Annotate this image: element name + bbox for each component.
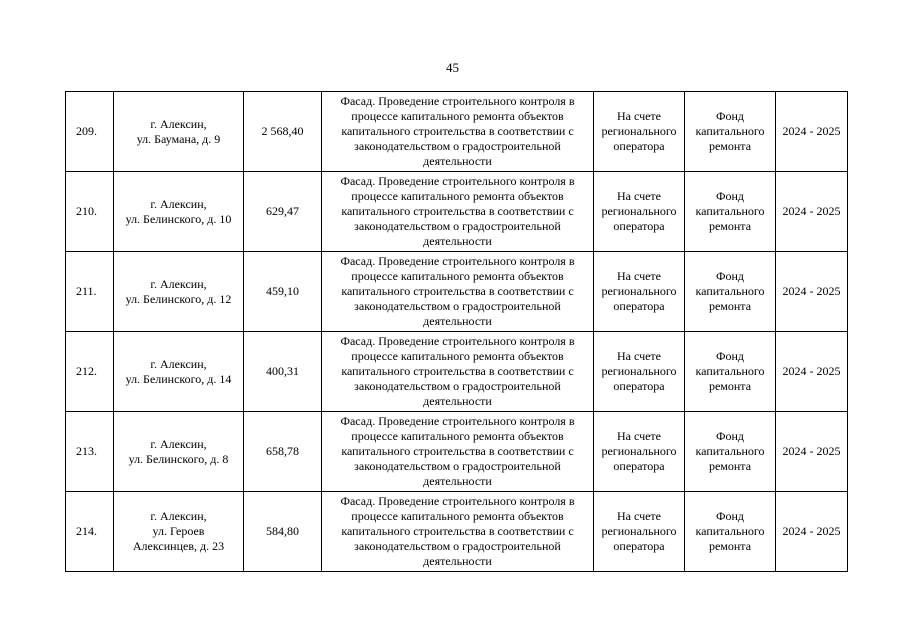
fund-cell: Фонд капитального ремонта <box>685 492 776 572</box>
fund-cell: Фонд капитального ремонта <box>685 252 776 332</box>
period-cell: 2024 - 2025 <box>776 252 848 332</box>
address-cell: г. Алексин, ул. Белинского, д. 14 <box>114 332 244 412</box>
table-row <box>66 252 848 332</box>
address-cell: г. Алексин, ул. Белинского, д. 10 <box>114 172 244 252</box>
work-description-cell: Фасад. Проведение строительного контроля в процессе капитального ремонта объектов капитального строительства в соответствии с законодательством о градостроительной деятельности <box>322 252 594 332</box>
address-cell: г. Алексин, ул. Белинского, д. 12 <box>114 252 244 332</box>
page-number: 45 <box>446 60 459 75</box>
period-cell: 2024 - 2025 <box>776 332 848 412</box>
address-cell: г. Алексин, ул. Героев Алексинцев, д. 23 <box>114 492 244 572</box>
fund-cell: Фонд капитального ремонта <box>685 172 776 252</box>
address-cell: г. Алексин, ул. Белинского, д. 8 <box>114 412 244 492</box>
row-number: 213. <box>66 412 114 492</box>
row-number: 210. <box>66 172 114 252</box>
account-cell: На счете регионального оператора <box>594 172 685 252</box>
table-row <box>66 172 848 252</box>
amount-cell: 629,47 <box>244 172 322 252</box>
row-number: 211. <box>66 252 114 332</box>
period-cell: 2024 - 2025 <box>776 92 848 172</box>
amount-cell: 459,10 <box>244 252 322 332</box>
work-description-cell: Фасад. Проведение строительного контроля в процессе капитального ремонта объектов капитального строительства в соответствии с законодательством о градостроительной деятельности <box>322 412 594 492</box>
fund-cell: Фонд капитального ремонта <box>685 412 776 492</box>
fund-cell: Фонд капитального ремонта <box>685 332 776 412</box>
row-number: 209. <box>66 92 114 172</box>
amount-cell: 584,80 <box>244 492 322 572</box>
works-table <box>65 91 848 572</box>
period-cell: 2024 - 2025 <box>776 412 848 492</box>
work-description-cell: Фасад. Проведение строительного контроля в процессе капитального ремонта объектов капитального строительства в соответствии с законодательством о градостроительной деятельности <box>322 172 594 252</box>
work-description-cell: Фасад. Проведение строительного контроля в процессе капитального ремонта объектов капитального строительства в соответствии с законодательством о градостроительной деятельности <box>322 332 594 412</box>
account-cell: На счете регионального оператора <box>594 92 685 172</box>
table-row <box>66 92 848 172</box>
address-cell: г. Алексин, ул. Баумана, д. 9 <box>114 92 244 172</box>
fund-cell: Фонд капитального ремонта <box>685 92 776 172</box>
account-cell: На счете регионального оператора <box>594 252 685 332</box>
account-cell: На счете регионального оператора <box>594 492 685 572</box>
row-number: 212. <box>66 332 114 412</box>
table-row <box>66 332 848 412</box>
period-cell: 2024 - 2025 <box>776 172 848 252</box>
row-number: 214. <box>66 492 114 572</box>
account-cell: На счете регионального оператора <box>594 412 685 492</box>
amount-cell: 400,31 <box>244 332 322 412</box>
account-cell: На счете регионального оператора <box>594 332 685 412</box>
amount-cell: 658,78 <box>244 412 322 492</box>
table-row <box>66 412 848 492</box>
work-description-cell: Фасад. Проведение строительного контроля в процессе капитального ремонта объектов капитального строительства в соответствии с законодательством о градостроительной деятельности <box>322 92 594 172</box>
amount-cell: 2 568,40 <box>244 92 322 172</box>
table-row <box>66 492 848 572</box>
period-cell: 2024 - 2025 <box>776 492 848 572</box>
work-description-cell: Фасад. Проведение строительного контроля в процессе капитального ремонта объектов капитального строительства в соответствии с законодательством о градостроительной деятельности <box>322 492 594 572</box>
